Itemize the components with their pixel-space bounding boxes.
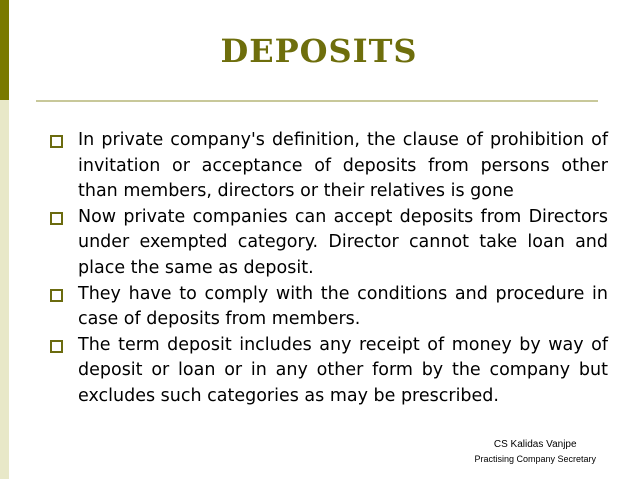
square-bullet-icon (50, 340, 63, 353)
square-bullet-icon (50, 289, 63, 302)
bullet-text: The term deposit includes any receipt of money by way of deposit or loan or in any other form by the company but excludes such categories as may be prescribed. (78, 334, 608, 406)
square-bullet-icon (50, 212, 63, 225)
sidebar-accent-bottom (0, 100, 9, 479)
bullet-item (50, 128, 608, 205)
bullet-item (50, 205, 608, 282)
bullet-item (50, 333, 608, 410)
footer-credit (474, 438, 596, 466)
title-divider (36, 100, 598, 102)
bullet-list (50, 128, 608, 410)
square-bullet-icon (50, 135, 63, 148)
slide-title: DEPOSITS (220, 32, 418, 70)
bullet-text: They have to comply with the conditions and procedure in case of deposits from members. (78, 283, 608, 330)
bullet-text: In private company's definition, the clause of prohibition of invitation or acceptance of deposits from persons other than members, directors or their relatives is gone (78, 130, 608, 202)
bullet-item (50, 282, 608, 333)
footer-author-role: Practising Company Secretary (474, 454, 596, 464)
footer-author-name: CS Kalidas Vanjpe (493, 439, 577, 450)
bullet-text: Now private companies can accept deposits from Directors under exempted category. Director cannot take loan and place the same as deposit. (78, 206, 608, 278)
